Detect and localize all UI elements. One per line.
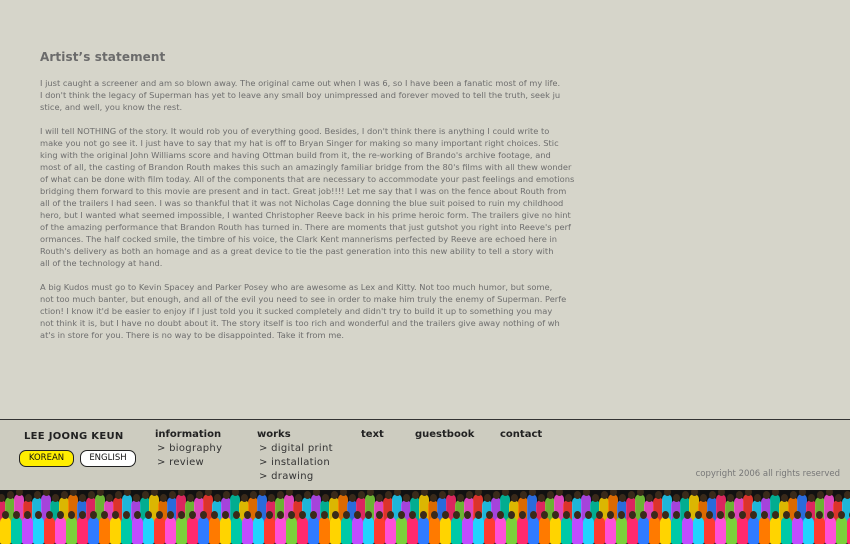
banner-figure-head [646,494,653,502]
banner-figure-head [565,494,572,502]
nav-contact[interactable]: contact [500,429,543,440]
banner-figure-head [167,511,174,519]
banner-figure-head [385,491,392,499]
banner-figure [759,517,770,544]
banner-figure-head [519,511,526,519]
banner-figure [462,517,473,544]
banner-figure-head [123,511,130,519]
banner-figure-head [61,491,68,499]
banner-figure-head [101,511,108,519]
banner-figure-head [618,511,625,519]
banner-figure-head [13,511,20,519]
banner-figure-head [717,511,724,519]
banner-figure [44,517,55,544]
banner-figure-head [453,511,460,519]
banner-figure-head [629,511,636,519]
banner-figure-head [790,491,797,499]
banner-figure-head [827,511,834,519]
banner-figure-head [343,511,350,519]
banner-figure [814,517,825,544]
banner-figure [66,517,77,544]
banner-figure-head [145,511,152,519]
banner-figure-head [365,511,372,519]
banner-figure-head [295,494,302,502]
korean-language-button[interactable]: KOREAN [19,450,74,467]
banner-figure-head [151,490,158,496]
banner-figure [396,517,407,544]
banner-figure-head [502,490,509,496]
banner-figure [187,517,198,544]
banner-figure-head [112,511,119,519]
statement-paragraph-2: I will tell NOTHING of the story. It would rob you of everything good. Besides, I don't think there is anything I could write to make you not go see it. I just have to say that my hat is off to Bryan Singer for making so many important right choices. Stic king with the original John Williams score and having Ottman build from it, the re-working of Brando's archive footage, and most of all, the casting of Brandon Routh makes this such an amazingly familiar bridge from the 80's films with all thew wonder of what can be done with film today. All of the components that are necessary to accommodate your past feelings and emotions bridging them forward to this movie are present and in tact. Great job!!!! Let me say that I was on the fence about Routh from all of the trailers I had seen. I was so thankful that it was not Nicholas Cage donning the blue suit poised to ruin my childhood hero, but I wanted what seemed impossible, I wanted Christopher Reeve back in his prime heroic form. The trailers give no hint of the amazing performance that Brandon Routh has turned in. There are moments that just gutshot you right into Reeve's perf ormances. The half cocked smile, the timbre of his voice, the Clark Kent mannerisms perfected by Reeve are echoed here in Routh's delivery as both an homage and as a great device to tie the past generation into this new ability to tell a story with all of the technology at hand. [40,126,575,268]
banner-figure-head [187,494,194,502]
banner-figure-head [695,511,702,519]
banner-figure [704,517,715,544]
banner-figure-head [541,511,548,519]
banner-figure [561,517,572,544]
banner-figure-head [376,511,383,519]
banner-figure-head [79,511,86,519]
banner-figure [693,517,704,544]
banner-figure [110,517,121,544]
banner-figure-head [268,494,275,502]
banner-figure-head [431,511,438,519]
banner-figure-head [299,511,306,519]
banner-figure-head [35,511,42,519]
banner-figure [407,517,418,544]
banner-figure-head [412,491,419,499]
banner-figure-head [288,511,295,519]
banner-figure [583,517,594,544]
nav-review[interactable]: > review [157,457,205,468]
banner-figure-head [529,490,536,496]
banner-figure-head [610,490,617,496]
banner-figure [264,517,275,544]
banner-figure-head [583,490,590,496]
banner-figure [11,517,22,544]
banner-figure-head [754,494,761,502]
banner-figure [374,517,385,544]
banner-figure [385,517,396,544]
banner-figure-head [349,494,356,502]
banner-figure-head [628,491,635,499]
banner-figure [671,517,682,544]
banner-figure-head [233,511,240,519]
banner-figure-head [844,491,850,499]
banner-figure [220,517,231,544]
banner-figure-head [115,491,122,499]
banner-figure-head [750,511,757,519]
banner-figure-head [223,491,230,499]
banner-figure-head [673,511,680,519]
banner-figure-head [430,494,437,502]
banner-figure-head [619,494,626,502]
banner-figure [22,517,33,544]
nav-biography[interactable]: > biography [157,443,223,454]
banner-figure-head [530,511,537,519]
banner-figure-head [484,494,491,502]
banner-figure-head [244,511,251,519]
banner-figure-head [106,494,113,502]
banner-figure-head [387,511,394,519]
banner-figure-head [511,494,518,502]
banner-figure-head [772,511,779,519]
banner-figure-head [196,491,203,499]
footer-nav [0,419,850,491]
banner-figure-head [70,490,77,496]
banner-figure-head [124,490,131,496]
statement-paragraph-1: I just caught a screener and am so blown away. The original came out when I was 6, so I have been a fanatic most of my life. I don't think the legacy of Superman has yet to leave any small boy unimpressed and forever moved to tell the truth, seek ju stice, and well, you know the rest. [40,78,561,112]
banner-figure [242,517,253,544]
banner-figure-head [475,511,482,519]
banner-figure-head [718,490,725,496]
banner-figure-head [538,494,545,502]
banner-figure-head [547,491,554,499]
banner-figure [154,517,165,544]
banner-figure-head [826,490,833,496]
banner-figure-head [816,511,823,519]
banner-figure-head [7,491,14,499]
banner-figure [319,517,330,544]
banner-figure [649,517,660,544]
banner-figure [605,517,616,544]
banner-figure-head [189,511,196,519]
banner-figure-head [607,511,614,519]
banner-figure-head [214,494,221,502]
banner-figure [308,517,319,544]
banner-figure-head [763,491,770,499]
banner-figure [429,517,440,544]
banner-figure-head [340,490,347,496]
banner-figure [198,517,209,544]
banner-figure-head [394,490,401,496]
banner-figure-head [79,494,86,502]
banner-figure [473,517,484,544]
banner-figure [836,517,847,544]
nav-digital-print[interactable]: > digital print [259,443,333,454]
banner-figure [330,517,341,544]
banner-figure-head [783,511,790,519]
banner-figure-head [805,511,812,519]
copyright-text: copyright 2006 all rights reserved [695,469,840,479]
banner-figure-head [662,511,669,519]
banner-figure-head [585,511,592,519]
banner-figure [231,517,242,544]
banner-figure-head [232,490,239,496]
banner-figure-head [637,490,644,496]
banner-figure [539,517,550,544]
banner-figure [286,517,297,544]
banner-figure-head [331,491,338,499]
nav-text[interactable]: text [361,429,384,440]
banner-figure-head [200,511,207,519]
banner-figure [781,517,792,544]
banner-figure-head [90,511,97,519]
banner-figure-head [178,490,185,496]
banner-figure [715,517,726,544]
banner-figure-head [304,491,311,499]
banner-figure-head [457,494,464,502]
banner-figure-head [563,511,570,519]
banner-figure-head [322,494,329,502]
banner-figure [484,517,495,544]
banner-figure [748,517,759,544]
banner-figure-head [52,494,59,502]
banner-figure-head [321,511,328,519]
banner-figure-head [448,490,455,496]
banner-figure [0,517,11,544]
nav-guestbook[interactable]: guestbook [415,429,475,440]
banner-figure [55,517,66,544]
banner-figure [506,517,517,544]
banner-figure-head [475,490,482,496]
banner-figure [616,517,627,544]
banner-figure-head [398,511,405,519]
banner-figure-head [205,490,212,496]
banner-figure-head [497,511,504,519]
banner-figure-head [376,494,383,502]
banner-figure-head [222,511,229,519]
banner-figure [451,517,462,544]
banner-figure [341,517,352,544]
banner-figure-head [133,494,140,502]
banner-figure [297,517,308,544]
banner-figure-head [574,491,581,499]
banner-figure-head [354,511,361,519]
banner-figure-head [736,491,743,499]
banner-figure-head [556,490,563,496]
banner-figure [363,517,374,544]
banner-figure [803,517,814,544]
banner-figure-head [727,494,734,502]
banner-figure-head [673,494,680,502]
banner-figure-head [420,511,427,519]
banner-figure [638,517,649,544]
banner-figure-head [134,511,141,519]
banner-figure-head [655,491,662,499]
banner-figure [352,517,363,544]
banner-figure [165,517,176,544]
banner-figure-head [358,491,365,499]
banner-figure-head [817,491,824,499]
banner-figure-head [706,511,713,519]
banner-figure [440,517,451,544]
banner-figure-head [2,511,9,519]
banner-figure-head [211,511,218,519]
banner-figure-head [409,511,416,519]
banner-figure-head [520,491,527,499]
banner-figure-head [421,490,428,496]
banner-figure [726,517,737,544]
page-title: Artist’s statement [40,50,166,64]
banner-figure-head [728,511,735,519]
artist-name-logo[interactable]: LEE JOONG KEUN [24,431,124,442]
banner-figure-head [266,511,273,519]
banner-figure-head [486,511,493,519]
banner-figure-head [46,511,53,519]
artwork-banner-image [0,490,850,544]
banner-figure-head [466,491,473,499]
nav-drawing[interactable]: > drawing [259,471,314,482]
banner-figure-head [88,491,95,499]
banner-figure-head [508,511,515,519]
banner-figure-head [808,494,815,502]
banner-figure-head [255,511,262,519]
nav-information[interactable]: information [155,429,222,440]
banner-figure-head [493,491,500,499]
banner-figure-head [781,494,788,502]
banner-figure-head [745,490,752,496]
banner-figure-head [178,511,185,519]
banner-figure-head [57,511,64,519]
banner-figure [121,517,132,544]
banner-figure [209,517,220,544]
banner-figure-head [739,511,746,519]
banner-figure [737,517,748,544]
banner-figure [253,517,264,544]
banner-figure-head [156,511,163,519]
banner-figure-head [169,491,176,499]
banner-figure-head [310,511,317,519]
banner-figure-head [250,491,257,499]
banner-figure-head [43,490,50,496]
banner-figure [770,517,781,544]
banner-figure-head [574,511,581,519]
banner-figure-head [835,494,842,502]
banner-figure-head [651,511,658,519]
banner-figure-head [442,511,449,519]
banner-figure [132,517,143,544]
banner-figure-head [794,511,801,519]
banner-figure [792,517,803,544]
english-language-button[interactable]: ENGLISH [80,450,136,467]
banner-figure [77,517,88,544]
banner-figure [627,517,638,544]
banner-figure [517,517,528,544]
banner-figure-head [664,490,671,496]
banner-figure-head [709,491,716,499]
banner-figure [33,517,44,544]
banner-figure-head [16,490,23,496]
banner-figure-head [277,491,284,499]
banner-figure-head [761,511,768,519]
banner-figure-head [684,511,691,519]
banner-figure-head [142,491,149,499]
banner-figure-head [601,491,608,499]
nav-installation[interactable]: > installation [259,457,330,468]
banner-figure-head [700,494,707,502]
banner-figure [528,517,539,544]
banner-figure-head [691,490,698,496]
banner-figure [660,517,671,544]
nav-works[interactable]: works [257,429,291,440]
banner-figure-head [682,491,689,499]
banner-figure-head [596,511,603,519]
banner-figure-head [277,511,284,519]
banner-figure-head [259,490,266,496]
banner-figure-head [838,511,845,519]
banner-figure [594,517,605,544]
banner-figure-head [97,490,104,496]
banner-figure [88,517,99,544]
banner-figure-head [241,494,248,502]
banner-figure-head [313,490,320,496]
banner-figure [572,517,583,544]
banner-figure [275,517,286,544]
banner-figure-head [34,491,41,499]
banner-figure-head [0,494,5,502]
banner-figure-head [439,491,446,499]
banner-figure-head [160,494,167,502]
banner-figure [99,517,110,544]
banner-figure-head [68,511,75,519]
banner-figure-head [799,490,806,496]
banner-figure [418,517,429,544]
banner-figure-head [592,494,599,502]
banner-figure [143,517,154,544]
statement-paragraph-3: A big Kudos must go to Kevin Spacey and Parker Posey who are awesome as Lex and Kitty. Not too much humor, but some, not too much banter, but enough, and all of the evil you need to see in order to make him truly the enemy of Superman. Perfe ction! I know it'd be easier to enjoy if I just told you it sucked completely and didn't try to build it up to something you may not think it is, but I have no doubt about it. The story itself is too rich and wonderful and the trailers give away nothing of wh at's in store for you. There is no way to be disappointed. Take it from me. [40,282,567,340]
banner-figure-head [286,490,293,496]
main-content [40,50,680,353]
banner-figure-head [403,494,410,502]
banner-figure [550,517,561,544]
banner-figure-head [464,511,471,519]
banner-figure-head [24,511,31,519]
banner-figure-head [367,490,374,496]
banner-figure-head [552,511,559,519]
banner-figure-head [25,494,32,502]
banner-figure-head [772,490,779,496]
banner-figure [176,517,187,544]
banner-figure [495,517,506,544]
banner-figure [825,517,836,544]
banner-figure-head [332,511,339,519]
banner-figure [682,517,693,544]
banner-figure-head [640,511,647,519]
